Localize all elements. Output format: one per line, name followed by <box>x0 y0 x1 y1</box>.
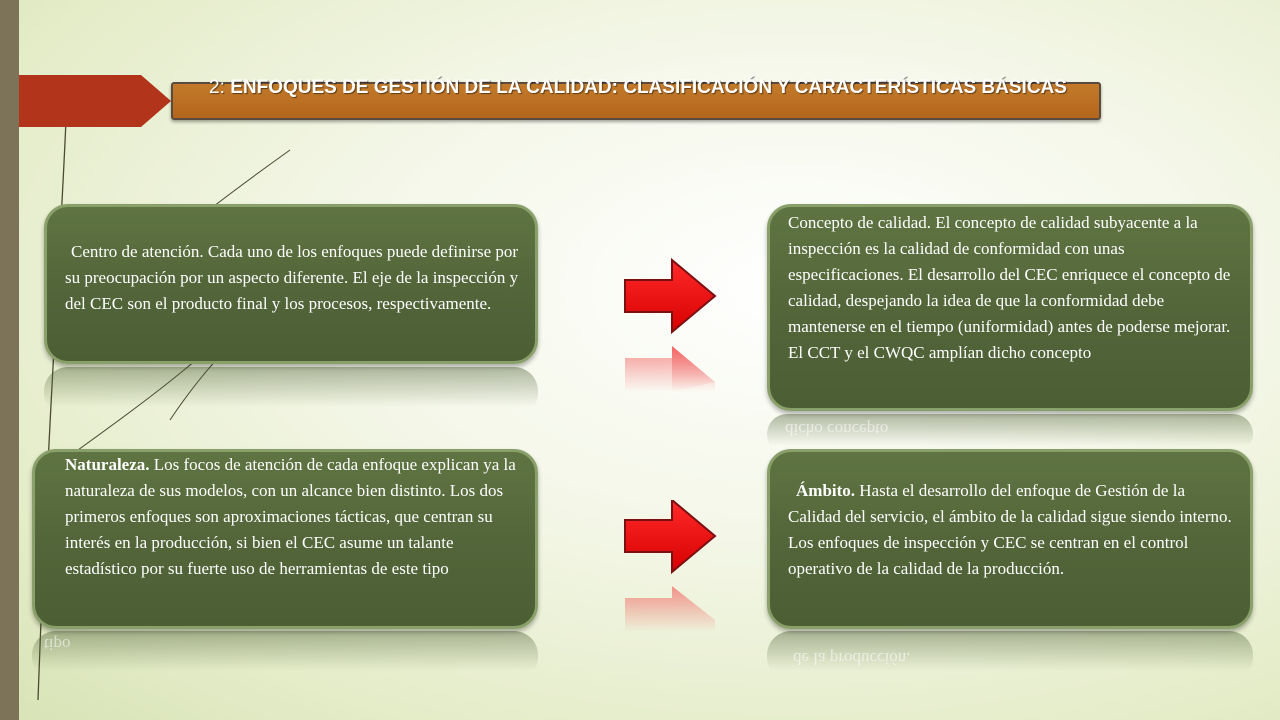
reflection-text: de la producción. <box>793 649 911 668</box>
box-centro-text: Centro de atención. Cada uno de los enfoques puede definirse por su preocupación por un aspecto diferente. El eje de la inspección y del CEC son el producto final y los procesos, respectivamente. <box>65 242 519 313</box>
page-title <box>171 77 1105 99</box>
reflection-text: dicho concepto <box>785 420 889 439</box>
box-centro-reflection <box>44 367 538 417</box>
title-heading: ENFOQUES DE GESTIÓN DE LA CALIDAD: CLASIFICACIÓN Y CARACTERÍSTICAS BÁSICAS <box>230 77 1067 98</box>
box-ambito-lead: Ámbito. <box>796 481 856 500</box>
box-centro-de-atencion <box>44 204 538 364</box>
title-arrow-fill <box>19 75 171 127</box>
box-naturaleza-text: Los focos de atención de cada enfoque explican ya la naturaleza de sus modelos, con un alcance bien distinto. Los dos primeros enfoques son aproximaciones tácticas, que centran su interés en la producción, si bien el CEC asume un talante estadístico por su fuerte uso de herramientas de este tipo <box>65 455 516 578</box>
box-naturaleza <box>32 449 538 629</box>
box-ambito <box>767 449 1253 629</box>
box-concepto-de-calidad <box>767 204 1253 411</box>
title-arrow-shape <box>19 75 171 127</box>
left-accent-bar <box>0 0 19 720</box>
right-arrow-icon <box>622 500 718 634</box>
box-concepto-text: Concepto de calidad. El concepto de calidad subyacente a la inspección es la calidad de conformidad con unas especificaciones. El desarrollo del CEC enriquece el concepto de calidad, despejando la idea de que la conformidad debe mantenerse en el tiempo (uniformidad) antes de poderse mejorar. El CCT y el CWQC amplían dicho concepto <box>788 213 1231 362</box>
right-arrow-icon <box>622 258 718 392</box>
box-ambito-text: Hasta el desarrollo del enfoque de Gestión de la Calidad del servicio, el ámbito de la calidad sigue siendo interno. Los enfoques de inspección y CEC se centran en el control operativo de la calidad de la producción. <box>788 481 1232 578</box>
box-naturaleza-lead: Naturaleza. <box>65 455 150 474</box>
box-ambito-reflection <box>767 631 1253 681</box>
reflection-text <box>68 381 524 407</box>
box-concepto-reflection <box>767 414 1253 454</box>
title-number: 2: <box>209 77 225 98</box>
box-naturaleza-reflection <box>32 631 538 681</box>
reflection-text: tipo <box>44 635 71 654</box>
